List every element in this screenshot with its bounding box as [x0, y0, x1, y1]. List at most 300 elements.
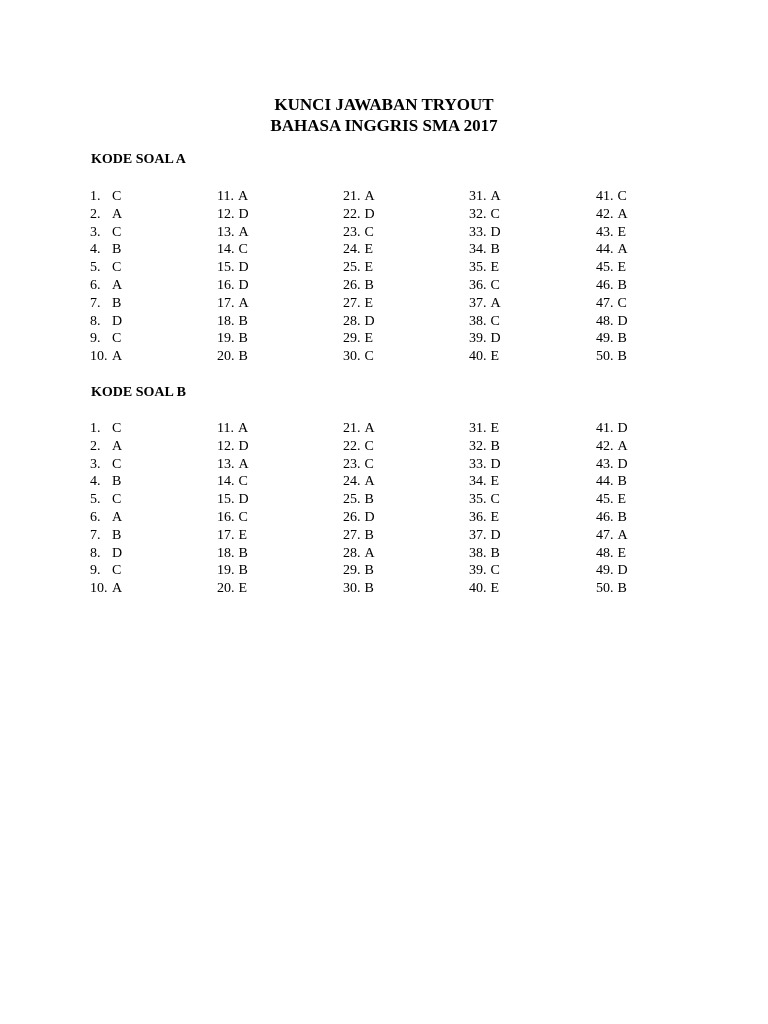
question-number: 4.: [90, 474, 101, 490]
answer-item: [469, 456, 589, 474]
answer-letter: E: [490, 474, 500, 490]
answer-letter: D: [238, 492, 249, 508]
answer-item: [469, 527, 589, 545]
answer-letter: D: [617, 313, 628, 329]
answer-letter: A: [617, 206, 628, 222]
answer-item: [343, 313, 463, 331]
answer-item: [217, 509, 337, 527]
answer-item: [90, 491, 210, 509]
question-number: 42.: [596, 206, 614, 222]
answer-letter: B: [238, 545, 248, 561]
question-number: 23.: [343, 224, 361, 240]
answer-letter: C: [490, 313, 500, 329]
answer-letter: D: [238, 206, 249, 222]
answer-letter: B: [238, 563, 248, 579]
answer-item: [217, 330, 337, 348]
question-number: 3.: [90, 224, 101, 240]
answer-item: [343, 348, 463, 366]
answer-letter: C: [112, 189, 122, 204]
question-number: 32.: [469, 206, 487, 222]
answer-letter: A: [112, 581, 123, 597]
question-number: 28.: [343, 545, 361, 561]
question-number: 16.: [217, 509, 235, 525]
answer-letter: C: [112, 260, 122, 276]
answer-item: [90, 580, 210, 598]
answer-column: [469, 420, 589, 598]
answer-item: [217, 562, 337, 580]
answer-column: [596, 420, 716, 598]
answer-column: [343, 188, 463, 366]
question-number: 10.: [90, 581, 108, 597]
question-number: 14.: [217, 242, 235, 258]
answer-item: [469, 313, 589, 331]
answer-item: [469, 241, 589, 259]
question-number: 15.: [217, 260, 235, 276]
answer-letter: B: [364, 277, 374, 293]
answer-letter: D: [490, 331, 501, 347]
question-number: 38.: [469, 313, 487, 329]
answer-item: [469, 438, 589, 456]
section-heading-b: KODE SOAL B: [91, 385, 186, 400]
answer-letter: E: [490, 421, 500, 436]
answer-letter: C: [490, 492, 500, 508]
question-number: 49.: [596, 563, 614, 579]
answer-letter: D: [238, 438, 249, 454]
answer-letter: C: [490, 206, 500, 222]
question-number: 27.: [343, 295, 361, 311]
answer-letter: B: [112, 295, 122, 311]
answer-letter: A: [617, 438, 628, 454]
question-number: 19.: [217, 331, 235, 347]
answer-item: [596, 277, 716, 295]
answer-item: [596, 438, 716, 456]
question-number: 20.: [217, 349, 235, 365]
question-number: 23.: [343, 456, 361, 472]
answer-letter: E: [617, 224, 627, 240]
question-number: 6.: [90, 509, 101, 525]
answer-letter: C: [364, 456, 374, 472]
answer-item: [596, 420, 716, 438]
question-number: 47.: [596, 527, 614, 543]
question-number: 5.: [90, 260, 101, 276]
answer-item: [343, 509, 463, 527]
answer-item: [90, 420, 210, 438]
answer-letter: C: [112, 421, 122, 436]
answer-item: [217, 224, 337, 242]
answer-letter: B: [364, 492, 374, 508]
question-number: 10.: [90, 349, 108, 365]
answer-item: [90, 259, 210, 277]
answer-letter: A: [112, 277, 123, 293]
question-number: 33.: [469, 456, 487, 472]
answer-item: [469, 562, 589, 580]
question-number: 24.: [343, 242, 361, 258]
answer-letter: B: [617, 349, 627, 365]
answer-column: [217, 188, 337, 366]
question-number: 13.: [217, 224, 235, 240]
answer-letter: A: [364, 545, 375, 561]
question-number: 2.: [90, 438, 101, 454]
answer-item: [343, 438, 463, 456]
question-number: 28.: [343, 313, 361, 329]
answer-letter: E: [490, 260, 500, 276]
question-number: 7.: [90, 527, 101, 543]
answer-item: [217, 456, 337, 474]
answer-letter: E: [617, 260, 627, 276]
answer-letter: D: [238, 277, 249, 293]
question-number: 6.: [90, 277, 101, 293]
answer-item: [596, 188, 716, 206]
answer-letter: B: [112, 242, 122, 258]
answer-item: [90, 295, 210, 313]
question-number: 31.: [469, 421, 487, 436]
question-number: 5.: [90, 492, 101, 508]
question-number: 39.: [469, 563, 487, 579]
answer-item: [469, 580, 589, 598]
answer-item: [217, 313, 337, 331]
answer-item: [90, 473, 210, 491]
question-number: 45.: [596, 260, 614, 276]
answer-letter: E: [364, 331, 374, 347]
answer-item: [217, 580, 337, 598]
question-number: 30.: [343, 349, 361, 365]
question-number: 48.: [596, 545, 614, 561]
answer-letter: D: [490, 527, 501, 543]
answer-item: [343, 206, 463, 224]
answer-letter: B: [490, 545, 500, 561]
answer-item: [343, 562, 463, 580]
answer-letter: D: [490, 456, 501, 472]
question-number: 25.: [343, 260, 361, 276]
answer-item: [90, 562, 210, 580]
answer-item: [343, 580, 463, 598]
answer-column: [90, 188, 210, 366]
answer-letter: D: [238, 260, 249, 276]
question-number: 7.: [90, 295, 101, 311]
question-number: 37.: [469, 295, 487, 311]
answer-item: [469, 330, 589, 348]
answer-item: [343, 527, 463, 545]
answer-item: [469, 509, 589, 527]
answer-item: [596, 456, 716, 474]
answer-item: [217, 277, 337, 295]
answer-item: [217, 259, 337, 277]
answer-letter: B: [490, 242, 500, 258]
answer-letter: B: [364, 527, 374, 543]
answer-item: [596, 473, 716, 491]
question-number: 36.: [469, 509, 487, 525]
answer-letter: E: [490, 349, 500, 365]
answer-letter: C: [112, 492, 122, 508]
answer-item: [217, 527, 337, 545]
answer-letter: C: [112, 224, 122, 240]
section-heading-a: KODE SOAL A: [91, 152, 186, 167]
question-number: 26.: [343, 509, 361, 525]
answer-letter: C: [364, 438, 374, 454]
answer-letter: A: [112, 349, 123, 365]
question-number: 19.: [217, 563, 235, 579]
answer-item: [343, 456, 463, 474]
question-number: 15.: [217, 492, 235, 508]
question-number: 20.: [217, 581, 235, 597]
answer-item: [596, 241, 716, 259]
question-number: 21.: [343, 189, 361, 204]
answer-letter: C: [364, 349, 374, 365]
question-number: 50.: [596, 349, 614, 365]
answer-letter: A: [364, 474, 375, 490]
question-number: 12.: [217, 438, 235, 454]
answer-letter: E: [490, 509, 500, 525]
answer-letter: C: [490, 277, 500, 293]
answer-letter: C: [617, 189, 627, 204]
question-number: 2.: [90, 206, 101, 222]
question-number: 13.: [217, 456, 235, 472]
answer-item: [217, 188, 337, 206]
answer-item: [217, 491, 337, 509]
answer-letter: A: [112, 509, 123, 525]
answer-item: [469, 259, 589, 277]
answer-item: [343, 295, 463, 313]
question-number: 11.: [217, 189, 234, 204]
question-number: 8.: [90, 545, 101, 561]
answer-letter: A: [490, 189, 501, 204]
answer-item: [90, 527, 210, 545]
answer-item: [343, 241, 463, 259]
question-number: 44.: [596, 474, 614, 490]
question-number: 45.: [596, 492, 614, 508]
answer-column: [596, 188, 716, 366]
answer-letter: D: [617, 456, 628, 472]
answer-letter: B: [112, 527, 122, 543]
answer-item: [217, 545, 337, 563]
question-number: 35.: [469, 260, 487, 276]
question-number: 33.: [469, 224, 487, 240]
answer-letter: E: [364, 242, 374, 258]
answer-letter: B: [617, 509, 627, 525]
answer-item: [90, 456, 210, 474]
answer-item: [596, 348, 716, 366]
answer-item: [596, 330, 716, 348]
answer-letter: C: [112, 563, 122, 579]
question-number: 29.: [343, 563, 361, 579]
answer-item: [469, 295, 589, 313]
question-number: 50.: [596, 581, 614, 597]
question-number: 11.: [217, 421, 234, 436]
question-number: 47.: [596, 295, 614, 311]
answer-item: [343, 420, 463, 438]
question-number: 44.: [596, 242, 614, 258]
answer-letter: B: [238, 349, 248, 365]
question-number: 40.: [469, 581, 487, 597]
answer-item: [217, 295, 337, 313]
answer-letter: D: [617, 421, 628, 436]
answer-item: [596, 491, 716, 509]
question-number: 41.: [596, 189, 614, 204]
answer-item: [90, 241, 210, 259]
answer-letter: C: [617, 295, 627, 311]
question-number: 39.: [469, 331, 487, 347]
answer-item: [343, 188, 463, 206]
answer-letter: A: [112, 438, 123, 454]
answer-letter: E: [238, 527, 248, 543]
answer-letter: A: [237, 421, 249, 436]
question-number: 24.: [343, 474, 361, 490]
answer-item: [469, 206, 589, 224]
question-number: 17.: [217, 295, 235, 311]
answer-item: [343, 545, 463, 563]
answer-letter: A: [238, 224, 249, 240]
answer-letter: E: [617, 545, 627, 561]
question-number: 17.: [217, 527, 235, 543]
answer-item: [469, 348, 589, 366]
question-number: 14.: [217, 474, 235, 490]
question-number: 34.: [469, 242, 487, 258]
answer-item: [90, 313, 210, 331]
answer-letter: E: [617, 492, 627, 508]
answer-item: [596, 206, 716, 224]
question-number: 1.: [90, 421, 101, 436]
answer-letter: C: [238, 509, 248, 525]
question-number: 18.: [217, 545, 235, 561]
answer-letter: E: [238, 581, 248, 597]
answer-letter: B: [490, 438, 500, 454]
answer-letter: A: [238, 295, 249, 311]
answer-letter: B: [617, 581, 627, 597]
question-number: 8.: [90, 313, 101, 329]
question-number: 9.: [90, 331, 101, 347]
answer-letter: D: [112, 313, 123, 329]
question-number: 1.: [90, 189, 101, 204]
answer-item: [90, 509, 210, 527]
question-number: 41.: [596, 421, 614, 436]
answer-letter: C: [238, 242, 248, 258]
question-number: 46.: [596, 277, 614, 293]
answer-letter: C: [112, 331, 122, 347]
question-number: 18.: [217, 313, 235, 329]
question-number: 22.: [343, 438, 361, 454]
answer-item: [596, 259, 716, 277]
question-number: 30.: [343, 581, 361, 597]
question-number: 12.: [217, 206, 235, 222]
question-number: 43.: [596, 224, 614, 240]
answer-item: [343, 491, 463, 509]
answer-column: [469, 188, 589, 366]
answer-letter: D: [364, 313, 375, 329]
answer-letter: B: [238, 331, 248, 347]
answer-item: [217, 438, 337, 456]
question-number: 48.: [596, 313, 614, 329]
answer-item: [90, 330, 210, 348]
answer-letter: A: [617, 242, 628, 258]
question-number: 25.: [343, 492, 361, 508]
document-title-line1: KUNCI JAWABAN TRYOUT: [274, 95, 494, 114]
answer-item: [343, 473, 463, 491]
answer-item: [469, 545, 589, 563]
answer-item: [343, 277, 463, 295]
question-number: 4.: [90, 242, 101, 258]
answer-letter: B: [617, 474, 627, 490]
question-number: 31.: [469, 189, 487, 204]
question-number: 27.: [343, 527, 361, 543]
answer-letter: D: [112, 545, 123, 561]
answer-item: [90, 277, 210, 295]
question-number: 40.: [469, 349, 487, 365]
answer-letter: D: [364, 206, 375, 222]
answer-item: [90, 206, 210, 224]
answer-item: [469, 473, 589, 491]
answer-letter: D: [490, 224, 501, 240]
answer-item: [343, 224, 463, 242]
question-number: 46.: [596, 509, 614, 525]
answer-item: [217, 348, 337, 366]
answer-item: [343, 330, 463, 348]
answer-item: [596, 527, 716, 545]
answer-item: [217, 420, 337, 438]
answer-item: [596, 545, 716, 563]
question-number: 16.: [217, 277, 235, 293]
answer-letter: B: [617, 331, 627, 347]
answer-letter: E: [490, 581, 500, 597]
question-number: 26.: [343, 277, 361, 293]
question-number: 49.: [596, 331, 614, 347]
answer-letter: A: [490, 295, 501, 311]
answer-item: [469, 277, 589, 295]
answer-letter: E: [364, 295, 374, 311]
answer-letter: A: [238, 456, 249, 472]
answer-item: [469, 224, 589, 242]
answer-letter: A: [617, 527, 628, 543]
answer-letter: E: [364, 260, 374, 276]
answer-item: [90, 188, 210, 206]
question-number: 9.: [90, 563, 101, 579]
answer-item: [217, 473, 337, 491]
question-number: 29.: [343, 331, 361, 347]
answer-letter: C: [112, 456, 122, 472]
answer-item: [469, 420, 589, 438]
question-number: 22.: [343, 206, 361, 222]
answer-letter: A: [237, 189, 249, 204]
answer-item: [596, 295, 716, 313]
answer-letter: D: [364, 509, 375, 525]
question-number: 43.: [596, 456, 614, 472]
answer-letter: C: [238, 474, 248, 490]
answer-item: [596, 313, 716, 331]
question-number: 36.: [469, 277, 487, 293]
answer-letter: D: [617, 563, 628, 579]
question-number: 32.: [469, 438, 487, 454]
answer-item: [469, 188, 589, 206]
answer-item: [596, 562, 716, 580]
answer-letter: A: [364, 189, 375, 204]
question-number: 38.: [469, 545, 487, 561]
answer-item: [217, 206, 337, 224]
answer-letter: B: [617, 277, 627, 293]
question-number: 37.: [469, 527, 487, 543]
question-number: 35.: [469, 492, 487, 508]
answer-column: [217, 420, 337, 598]
answer-item: [90, 438, 210, 456]
answer-letter: B: [238, 313, 248, 329]
answer-letter: A: [364, 421, 375, 436]
answer-column: [343, 420, 463, 598]
answer-item: [90, 224, 210, 242]
answer-item: [596, 580, 716, 598]
question-number: 42.: [596, 438, 614, 454]
answer-letter: B: [364, 581, 374, 597]
answer-letter: C: [490, 563, 500, 579]
answer-item: [469, 491, 589, 509]
answer-item: [343, 259, 463, 277]
